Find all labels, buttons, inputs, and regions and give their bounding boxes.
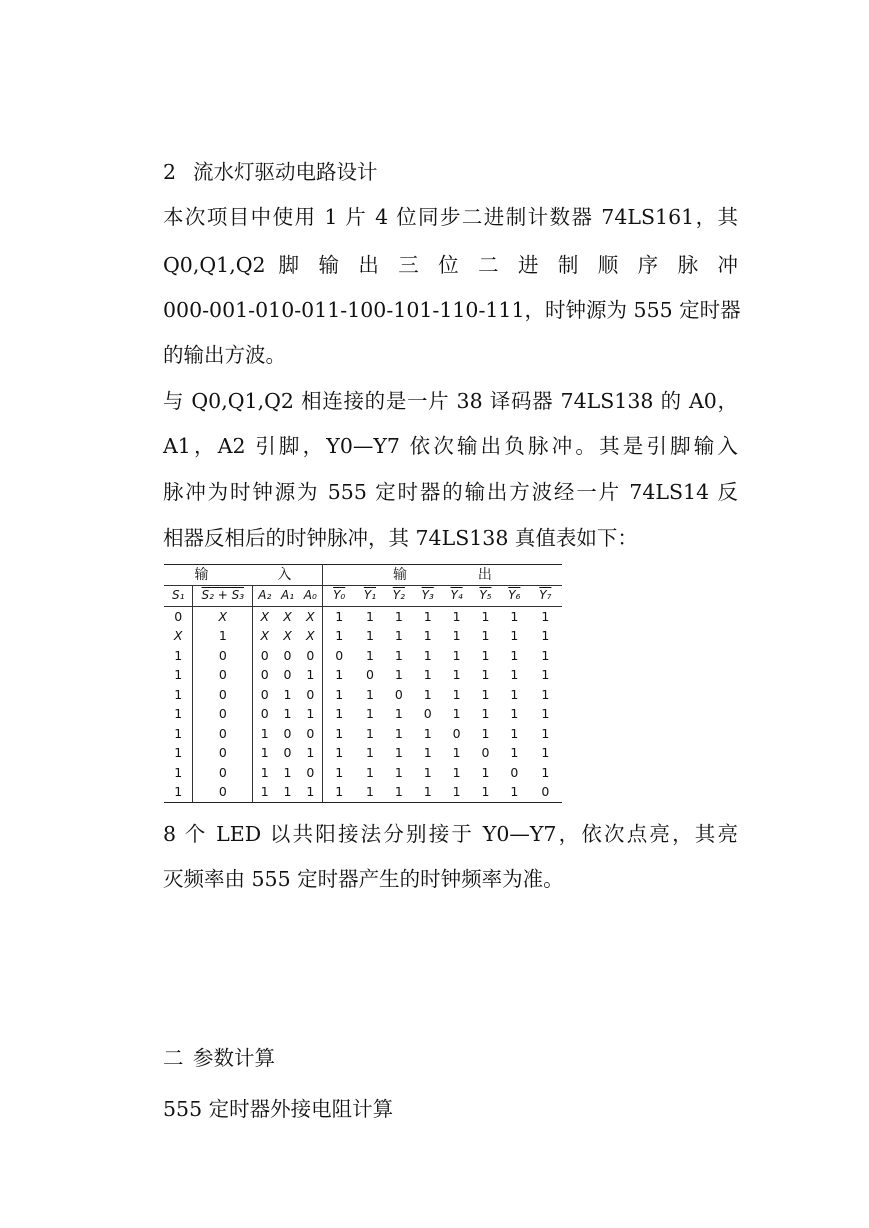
table-cell: 1 (423, 667, 432, 682)
table-cell: 1 (164, 665, 193, 685)
table-cell: 0 (283, 647, 292, 663)
table-cell: 1 (510, 686, 519, 702)
table-cell: 1 (260, 745, 269, 760)
table-cell: 0 (335, 647, 344, 663)
table-cell: 0 (193, 724, 253, 744)
para2-line4: 相器反相后的时钟脉冲，其 74LS138 真值表如下： (163, 526, 638, 550)
col-y5: Y₅ (471, 586, 500, 607)
para3-line1: 8 个 LED 以共阳接法分别接于 Y0—Y7，依次点亮，其亮 (163, 822, 738, 846)
table-cell: 1 (452, 764, 461, 780)
table-cell: 1 (260, 764, 269, 780)
table-cell: 1 (283, 706, 292, 721)
section-number: 2 (163, 160, 177, 184)
table-cell: 1 (193, 626, 253, 646)
table-cell: 0 (299, 646, 323, 666)
table-row (164, 626, 562, 646)
table-cell: 1 (164, 782, 193, 802)
table-row (164, 665, 562, 685)
table-cell: 1 (510, 706, 519, 721)
table-cell: 1 (394, 764, 403, 780)
input-group-left: 输 (194, 567, 209, 583)
section-title: 流水灯驱动电路设计 (193, 160, 378, 184)
table-row (164, 782, 562, 802)
table-cell: 1 (541, 725, 550, 741)
table-cell: 0 (260, 647, 269, 663)
table-cell: 1 (365, 764, 374, 780)
subsection-title: 555 定时器外接电阻计算 (163, 1097, 394, 1121)
table-cell: X (193, 606, 253, 626)
table-cell: 1 (510, 667, 519, 682)
table-cell: 1 (335, 764, 344, 780)
table-cell: 0 (299, 763, 323, 783)
table-cell: 1 (452, 706, 461, 721)
output-group-header (322, 565, 562, 586)
table-cell: 1 (394, 745, 403, 760)
col-y4: Y₄ (442, 586, 471, 607)
table-cell: 1 (335, 725, 344, 741)
table-cell: 1 (394, 628, 403, 643)
table-cell: 1 (394, 725, 403, 741)
table-cell: 1 (452, 628, 461, 643)
table-cell: 1 (452, 667, 461, 682)
col-a0: A₀ (299, 586, 323, 607)
table-cell: 0 (260, 706, 269, 721)
table-cell: 0 (260, 667, 269, 682)
table-cell: X (299, 626, 323, 646)
col-y2: Y₂ (384, 586, 413, 607)
table-cell: 0 (299, 685, 323, 705)
table-cell: 1 (384, 782, 413, 802)
table-row (164, 763, 562, 783)
table-cell: 0 (423, 706, 432, 721)
table-cell: 1 (356, 782, 385, 802)
para1-line1: 本次项目中使用 1 片 4 位同步二进制计数器 74LS161，其 (163, 205, 738, 229)
table-row (164, 704, 562, 724)
table-cell: 1 (335, 608, 344, 624)
table-cell: 0 (452, 725, 461, 741)
table-cell: 1 (164, 704, 193, 724)
table-cell: X (164, 626, 193, 646)
table-cell: 0 (283, 745, 292, 760)
table-row (164, 646, 562, 666)
col-y1: Y₁ (356, 586, 385, 607)
table-cell: 1 (541, 706, 550, 721)
table-cell: 1 (335, 706, 344, 721)
table-cell: 0 (365, 667, 374, 682)
table-cell: 1 (423, 628, 432, 643)
table-cell: 1 (423, 608, 432, 624)
para1-line2: Q0,Q1,Q2 脚 输 出 三 位 二 进 制 顺 序 脉 冲 (163, 253, 738, 277)
table-cell: X (283, 628, 292, 643)
table-cell: 1 (481, 686, 490, 702)
table-cell: 0 (193, 743, 253, 763)
table-cell: 1 (164, 743, 193, 763)
col-y6: Y₆ (500, 586, 529, 607)
table-cell: 1 (481, 647, 490, 663)
para2-line3: 脉冲为时钟源为 555 定时器的输出方波经一片 74LS14 反 (163, 480, 738, 504)
para2-line1: 与 Q0,Q1,Q2 相连接的是一片 38 译码器 74LS138 的 A0， (163, 389, 738, 413)
table-cell: 1 (394, 608, 403, 624)
table-cell: 1 (335, 667, 344, 682)
table-cell: 1 (423, 745, 432, 760)
table-cell: 0 (510, 764, 519, 780)
params-number: 二 (163, 1046, 184, 1070)
table-cell: 1 (423, 725, 432, 741)
table-cell: 1 (299, 743, 323, 763)
table-cell: 1 (481, 725, 490, 741)
section-heading (163, 160, 378, 184)
truth-table-body (164, 606, 562, 802)
table-cell: 1 (164, 685, 193, 705)
table-cell: 1 (283, 764, 292, 780)
table-cell: 1 (452, 686, 461, 702)
table-cell: 1 (452, 608, 461, 624)
table-cell: 1 (335, 628, 344, 643)
table-row (164, 606, 562, 626)
col-y3: Y₃ (413, 586, 442, 607)
input-group-header (164, 565, 322, 586)
table-cell: 1 (481, 706, 490, 721)
table-cell: 1 (452, 647, 461, 663)
table-cell: 1 (442, 782, 471, 802)
table-cell: 0 (529, 782, 562, 802)
table-cell: 1 (500, 782, 529, 802)
table-cell: 0 (481, 745, 490, 760)
table-cell: 1 (394, 706, 403, 721)
col-s2-s3: S₂ + S₃ (193, 586, 253, 607)
para2-line2: A1，A2 引脚，Y0—Y7 依次输出负脉冲。其是引脚输入 (163, 434, 738, 458)
table-cell: 1 (394, 647, 403, 663)
table-group-header (164, 565, 562, 586)
table-cell: 1 (510, 647, 519, 663)
table-cell: 0 (164, 606, 193, 626)
table-cell: 0 (260, 686, 269, 702)
table-cell: 1 (510, 628, 519, 643)
table-row (164, 743, 562, 763)
table-cell: 1 (510, 608, 519, 624)
table-cell: 1 (541, 667, 550, 682)
table-cell: 1 (299, 704, 323, 724)
table-cell: 0 (193, 704, 253, 724)
table-row (164, 685, 562, 705)
table-cell: X (260, 608, 270, 624)
table-cell: 1 (452, 745, 461, 760)
table-cell: 1 (541, 628, 550, 643)
table-cell: 1 (423, 647, 432, 663)
table-cell: X (283, 608, 292, 624)
truth-table-74ls138 (164, 564, 562, 803)
table-cell: 1 (283, 686, 292, 702)
table-cell: 1 (335, 745, 344, 760)
table-column-header (164, 586, 562, 607)
table-cell: 1 (541, 686, 550, 702)
table-cell: 1 (253, 782, 277, 802)
table-cell: 0 (283, 667, 292, 682)
table-cell: 1 (365, 706, 374, 721)
table-cell: 1 (365, 647, 374, 663)
table-cell: 1 (365, 686, 374, 702)
table-cell: 1 (299, 782, 323, 802)
table-cell: 0 (193, 646, 253, 666)
params-title: 参数计算 (193, 1046, 275, 1070)
table-cell: 1 (481, 608, 490, 624)
table-cell: X (260, 628, 270, 643)
table-cell: 1 (365, 725, 374, 741)
table-cell: X (299, 606, 323, 626)
table-cell: 1 (481, 667, 490, 682)
table-cell: 0 (299, 724, 323, 744)
para3-line2: 灭频率由 555 定时器产生的时钟频率为准。 (163, 867, 564, 891)
table-cell: 0 (193, 685, 253, 705)
table-cell: 1 (365, 608, 374, 624)
col-y7: Y₇ (529, 586, 562, 607)
table-cell: 0 (193, 665, 253, 685)
table-cell: 1 (471, 782, 500, 802)
table-cell: 1 (299, 665, 323, 685)
table-cell: 1 (164, 646, 193, 666)
col-y0: Y₀ (322, 586, 355, 607)
table-cell: 1 (423, 686, 432, 702)
table-cell: 1 (322, 782, 355, 802)
para1-line4: 的输出方波。 (163, 343, 286, 367)
output-group-right: 出 (477, 567, 492, 583)
table-cell: 0 (394, 686, 403, 702)
table-cell: 1 (335, 686, 344, 702)
para1-line3: 000-001-010-011-100-101-110-111，时钟源为 555 定时器 (163, 298, 741, 322)
table-cell: 1 (510, 745, 519, 760)
table-cell: 1 (260, 725, 269, 741)
params-heading (163, 1046, 275, 1070)
col-a2: A₂ (253, 586, 277, 607)
table-cell: 1 (423, 764, 432, 780)
table-cell: 1 (481, 764, 490, 780)
col-s1: S₁ (164, 586, 193, 607)
input-group-right: 入 (277, 567, 292, 583)
table-cell: 1 (365, 745, 374, 760)
table-cell: 1 (541, 647, 550, 663)
table-cell: 1 (541, 608, 550, 624)
table-cell: 1 (394, 667, 403, 682)
table-row (164, 724, 562, 744)
table-cell: 1 (541, 745, 550, 760)
table-cell: 0 (193, 782, 253, 802)
table-cell: 1 (413, 782, 442, 802)
table-cell: 1 (276, 782, 298, 802)
table-cell: 1 (164, 724, 193, 744)
col-a1: A₁ (276, 586, 298, 607)
table-cell: 1 (510, 725, 519, 741)
table-cell: 0 (193, 763, 253, 783)
table-cell: 1 (365, 628, 374, 643)
output-group-left: 输 (392, 567, 407, 583)
table-cell: 1 (481, 628, 490, 643)
table-cell: 0 (283, 725, 292, 741)
table-cell: 1 (541, 764, 550, 780)
table-cell: 1 (164, 763, 193, 783)
